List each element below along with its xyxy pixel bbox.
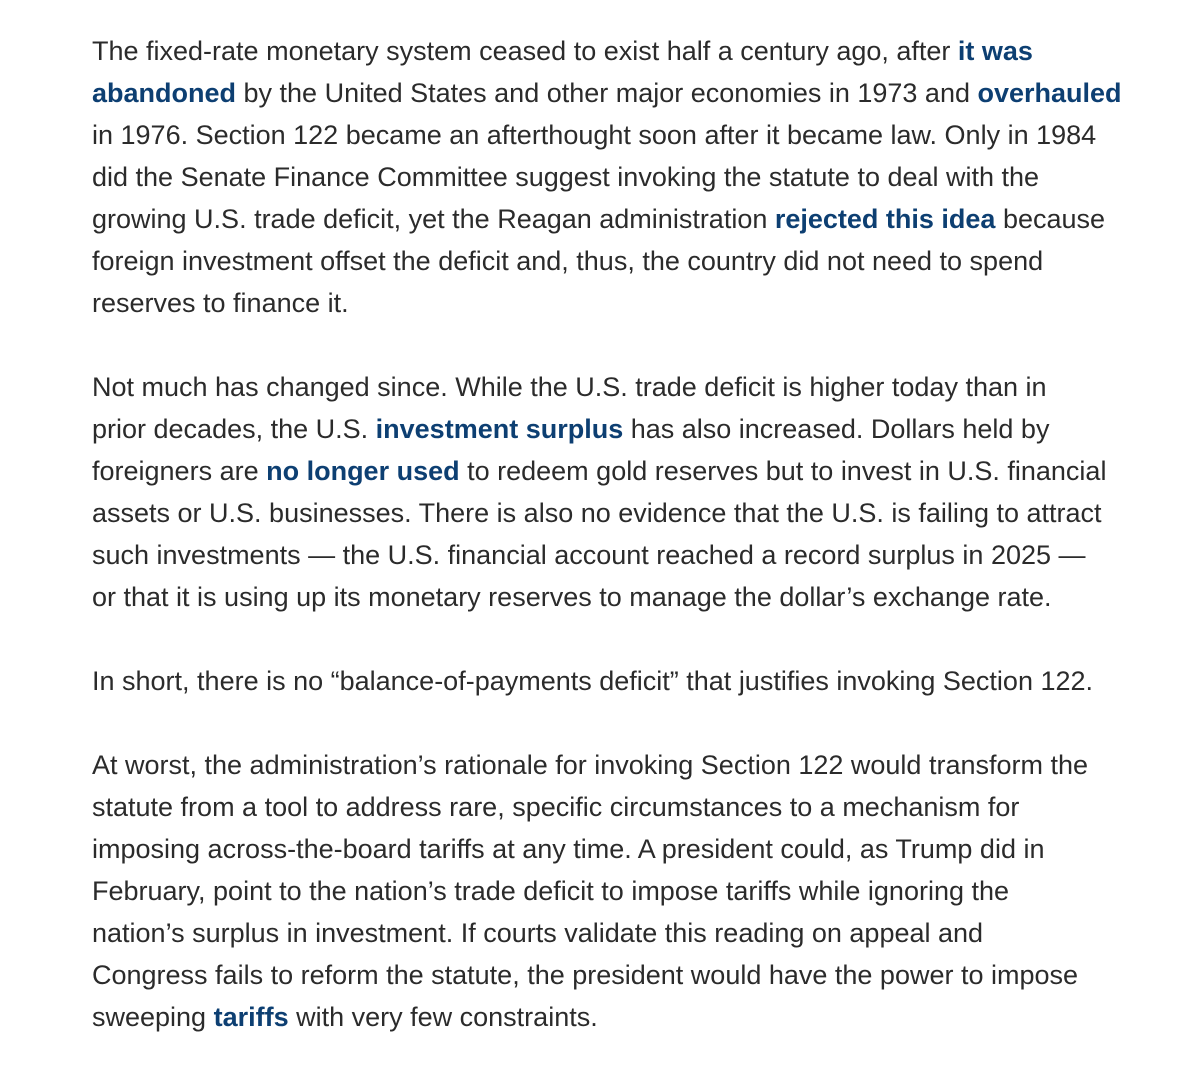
text-segment: In short, there is no “balance-of-payments deficit” that justifies invoking Section 122.: [92, 666, 1094, 696]
link-it-was-abandoned[interactable]: it was abandoned: [92, 36, 1033, 108]
text-segment: Not much has changed since. While the U.S. trade deficit is higher today than in prior decades, the U.S.: [92, 372, 1047, 444]
text-segment: At worst, the administration’s rationale for invoking Section 122 would transform the statute from a tool to address rare, specific circumstances to a mechanism for imposing across-the-board tariffs at any time. A president could, as Trump did in February, point to the nation’s trade deficit to impose tariffs while ignoring the nation’s surplus in investment. If courts validate this reading on appeal and Congress fails to reform the statute, the president would have the power to impose sweeping: [92, 750, 1089, 1032]
link-investment-surplus[interactable]: investment surplus: [375, 414, 624, 444]
paragraph-in-short: [92, 660, 1122, 702]
article-body: [92, 30, 1122, 1080]
text-segment: in 1976. Section 122 became an afterthought soon after it became law. Only in 1984 did the Senate Finance Committee suggest invoking the statute to deal with the growing U.S. trade deficit, yet the Reagan administration: [92, 120, 1097, 234]
link-rejected-this-idea[interactable]: rejected this idea: [774, 204, 996, 234]
link-no-longer-used[interactable]: no longer used: [266, 456, 460, 486]
text-segment: with very few constraints.: [288, 1002, 598, 1032]
link-overhauled[interactable]: overhauled: [977, 78, 1122, 108]
text-segment: has also increased. Dollars held by foreigners are: [92, 414, 1050, 486]
paragraph-fixed-rate-history: [92, 30, 1122, 324]
text-segment: because foreign investment offset the deficit and, thus, the country did not need to spend reserves to finance it.: [92, 204, 1106, 318]
paragraph-investment-surplus: [92, 366, 1122, 618]
text-segment: by the United States and other major economies in 1973 and: [236, 78, 978, 108]
link-tariffs[interactable]: tariffs: [213, 1002, 289, 1032]
text-segment: to redeem gold reserves but to invest in U.S. financial assets or U.S. businesses. There is also no evidence that the U.S. is failing to attract such investments — the U.S. financial account reached a record surplus in 2025 — or that it is using up its monetary reserves to manage the dollar’s exchange rate.: [92, 456, 1107, 612]
text-segment: The fixed-rate monetary system ceased to exist half a century ago, after: [92, 36, 958, 66]
paragraph-at-worst: [92, 744, 1122, 1038]
